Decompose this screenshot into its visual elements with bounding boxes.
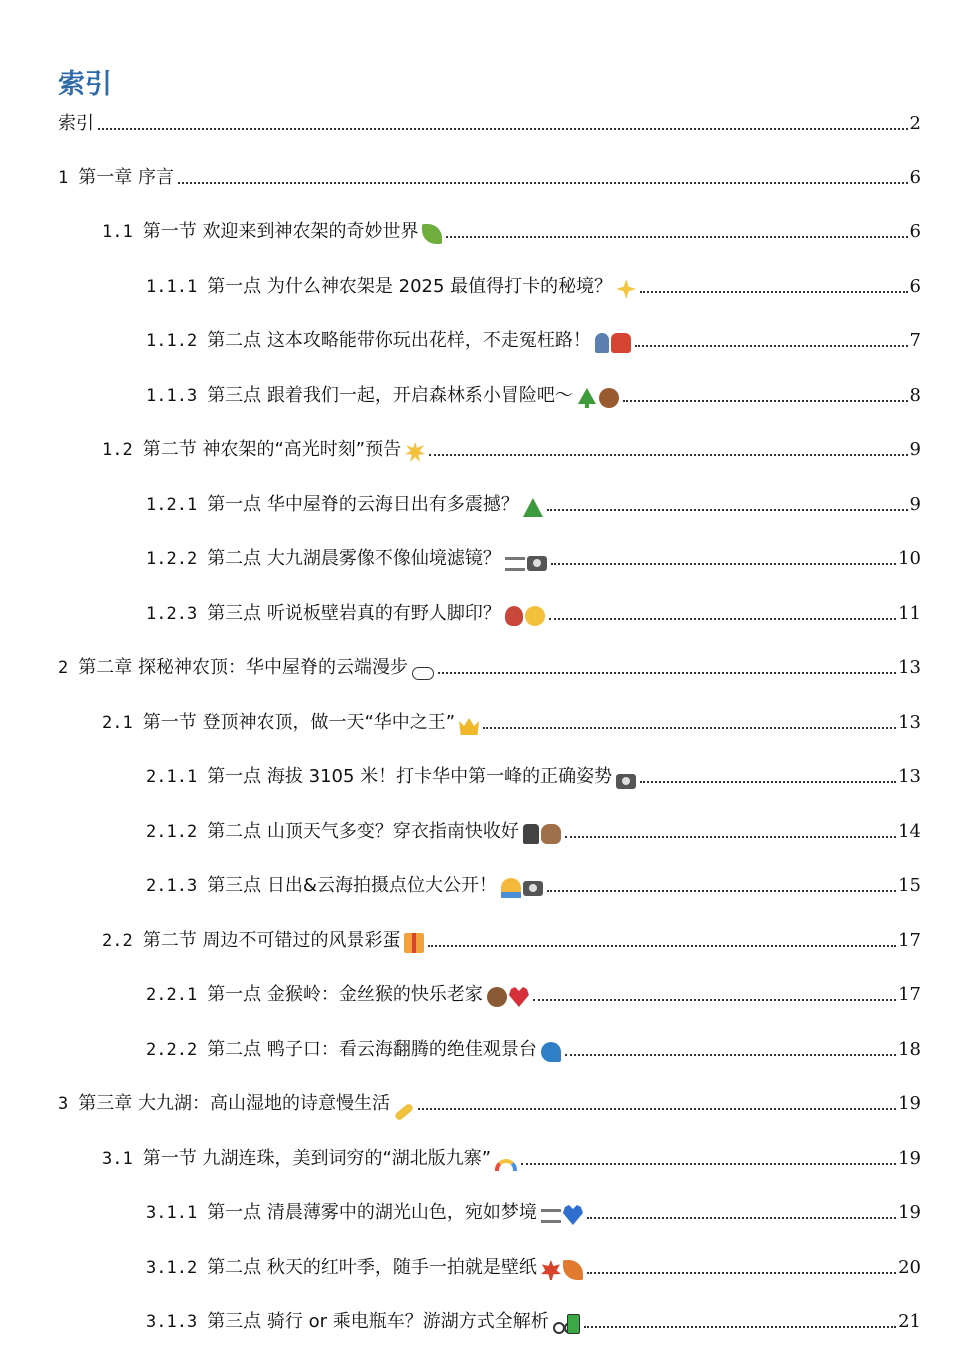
toc-entry-title: 第二点 大九湖晨雾像不像仙境滤镜？ [207,548,501,569]
toc-entry-number: 1 [58,168,69,188]
toc-entry[interactable] [146,323,921,353]
cloud-icon [412,667,434,680]
toc-entry[interactable] [146,1304,921,1334]
toc-page-number: 20 [898,1257,921,1278]
toc-leader-dots [178,182,908,184]
toc-leader-dots [640,291,907,293]
toc-entry-number: 2.2.1 [146,985,198,1005]
crown-icon [459,715,479,735]
toc-entry-title: 第一点 清晨薄雾中的湖光山色，宛如梦境 [207,1202,537,1223]
toc-page-number: 2 [909,113,921,134]
toc-entry-number: 2.2 [102,931,133,951]
toc-leader-dots [521,1163,896,1165]
bear-icon [599,388,619,408]
bandage-icon [394,1103,414,1122]
toc-entry-number: 2.1 [102,713,133,733]
toc-leader-dots [565,1054,896,1056]
toc-leader-dots [418,1108,896,1110]
toc-entry[interactable] [146,378,921,408]
toc-entry[interactable] [146,269,921,299]
burst-icon [405,442,425,462]
toc-entry[interactable] [146,759,921,789]
toc-page-number: 19 [898,1148,921,1169]
tree-icon [577,388,597,408]
camera-icon [616,774,636,789]
coat-icon [523,824,539,844]
toc-entry-number: 1.1 [102,222,133,242]
toc-entry-title: 第一节 欢迎来到神农架的奇妙世界 [142,221,419,242]
maple-leaf-icon [541,1260,561,1280]
toc-page-number: 13 [898,766,921,787]
toc-page-number: 6 [909,276,921,297]
toc-entry-title: 第一点 海拔 3105 米！打卡华中第一峰的正确姿势 [207,766,613,787]
toc-leader-dots [483,727,896,729]
toc-page-number: 14 [898,821,921,842]
toc-entry-number: 3 [58,1094,69,1114]
toc-entry-title: 第二章 探秘神农顶：华中屋脊的云端漫步 [78,657,408,678]
toc-page-number: 7 [909,330,921,351]
sparkles-icon [616,279,636,299]
page-title: 索引 [58,69,112,100]
toc-entry[interactable] [102,1141,921,1171]
heart-icon [509,987,529,1007]
toc-leader-dots [640,781,896,783]
toc-entry[interactable] [146,814,921,844]
toc-entry-title: 第一节 九湖连珠，美到词穷的“湖北版九寨” [142,1148,492,1169]
battery-icon [567,1314,580,1334]
toc-entry-number: 1.2 [102,440,133,460]
toc-leader-dots [623,400,908,402]
toc-page-number: 6 [909,221,921,242]
toc-leader-dots [587,1272,896,1274]
fog-icon [541,1209,561,1223]
hiker-icon [595,333,609,353]
fallen-leaf-icon [563,1260,583,1280]
toc-page-number: 21 [898,1311,921,1332]
toc-leader-dots [549,618,896,620]
toc-entry-title: 第二点 山顶天气多变？穿衣指南快收好 [207,821,519,842]
monkey-icon [487,987,507,1007]
toc-entry[interactable] [146,487,921,517]
glove-icon [541,824,561,844]
backpack-icon [611,333,631,353]
toc-entry-title: 第二点 秋天的红叶季，随手一拍就是壁纸 [207,1257,537,1278]
toc-entry[interactable] [102,923,921,953]
toc-entry-title: 第二节 神农架的“高光时刻”预告 [142,439,402,460]
toc-entry[interactable] [58,650,921,680]
toc-page-number: 13 [898,657,921,678]
toc-leader-dots [98,128,908,130]
toc-entry[interactable] [58,1086,921,1116]
toc-entry-number: 1.2.1 [146,495,198,515]
toc-entry-title: 第三点 日出&云海拍摄点位大公开！ [207,875,497,896]
toc-page-number: 6 [909,167,921,188]
toc-leader-dots [565,836,896,838]
toc-entry[interactable] [146,1195,921,1225]
toc-entry-number: 3.1.3 [146,1312,198,1332]
toc-page-number: 19 [898,1093,921,1114]
toc-entry-title: 第三点 骑行 or 乘电瓶车？游湖方式全解析 [207,1311,549,1332]
toc-entry-number: 1.2.2 [146,549,198,569]
toc-page-number: 10 [898,548,921,569]
toc-entry[interactable] [58,160,921,190]
fog-icon [505,557,525,571]
toc-leader-dots [547,509,908,511]
rainbow-icon [495,1159,517,1171]
wave-icon [541,1042,561,1062]
toc-entry-number: 3.1 [102,1149,133,1169]
toc-page-number: 9 [909,494,921,515]
toc-entry-title: 第三点 跟着我们一起，开启森林系小冒险吧～ [207,385,573,406]
toc-entry-title: 第一节 登顶神农顶，做一天“华中之王” [142,712,456,733]
toc-leader-dots [429,454,907,456]
camera-icon [523,881,543,896]
toc-entry-number: 3.1.1 [146,1203,198,1223]
toc-entry[interactable] [102,214,921,244]
toc-page-number: 19 [898,1202,921,1223]
toc-page-number: 17 [898,930,921,951]
toc-entry-number: 2.1.2 [146,822,198,842]
blue-heart-icon [563,1205,583,1225]
footprints-icon [505,606,523,626]
toc-entry-number: 2.1.1 [146,767,198,787]
camera-icon [527,556,547,571]
toc-entry-title: 第一点 金猴岭：金丝猴的快乐老家 [207,984,483,1005]
toc-entry-title: 索引 [58,113,94,134]
toc-leader-dots [587,1217,896,1219]
screaming-face-icon [525,606,545,626]
toc-entry[interactable] [146,977,921,1007]
bicycle-icon [553,1322,565,1334]
toc-leader-dots [533,999,896,1001]
toc-entry-number: 1.1.2 [146,331,198,351]
toc-entry[interactable] [146,541,921,571]
gift-icon [404,933,424,953]
toc-entry-title: 第二点 这本攻略能带你玩出花样，不走冤枉路！ [207,330,591,351]
toc-entry-number: 2 [58,658,69,678]
toc-page-number: 15 [898,875,921,896]
toc-entry-title: 第三点 听说板壁岩真的有野人脚印？ [207,603,501,624]
mountain-icon [523,497,543,517]
toc-entry[interactable] [146,1032,921,1062]
toc-entry-number: 2.2.2 [146,1040,198,1060]
toc-leader-dots [438,672,896,674]
toc-entry-title: 第二点 鸭子口：看云海翻腾的绝佳观景台 [207,1039,537,1060]
toc-entry-title: 第二节 周边不可错过的风景彩蛋 [142,930,401,951]
toc-entry-number: 1.2.3 [146,604,198,624]
toc-entry-title: 第三章 大九湖：高山湿地的诗意慢生活 [78,1093,390,1114]
toc-leader-dots [547,890,896,892]
toc-entry[interactable] [102,705,921,735]
toc-entry[interactable] [146,868,921,898]
toc-entry[interactable] [146,1250,921,1280]
leaf-icon [422,224,442,244]
toc-entry-title: 第一章 序言 [78,167,174,188]
toc-entry-number: 3.1.2 [146,1258,198,1278]
toc-entry-number: 2.1.3 [146,876,198,896]
toc-leader-dots [551,563,896,565]
toc-entry[interactable] [146,596,921,626]
toc-leader-dots [428,945,896,947]
toc-page-number: 9 [909,439,921,460]
toc-page-number: 13 [898,712,921,733]
toc-leader-dots [446,236,907,238]
toc-leader-dots [584,1326,896,1328]
toc-page-number: 11 [898,603,921,624]
toc-entry-title: 第一点 华中屋脊的云海日出有多震撼？ [207,494,519,515]
toc-page-number: 18 [898,1039,921,1060]
toc-leader-dots [635,345,908,347]
toc-page-number: 8 [909,385,921,406]
toc-page-number: 17 [898,984,921,1005]
toc-entry[interactable] [102,432,921,462]
toc-entry-number: 1.1.1 [146,277,198,297]
toc-entry-number: 1.1.3 [146,386,198,406]
toc-entry-title: 第一点 为什么神农架是 2025 最值得打卡的秘境？ [207,276,613,297]
sunrise-icon [501,878,521,898]
toc-entry[interactable] [58,106,921,136]
